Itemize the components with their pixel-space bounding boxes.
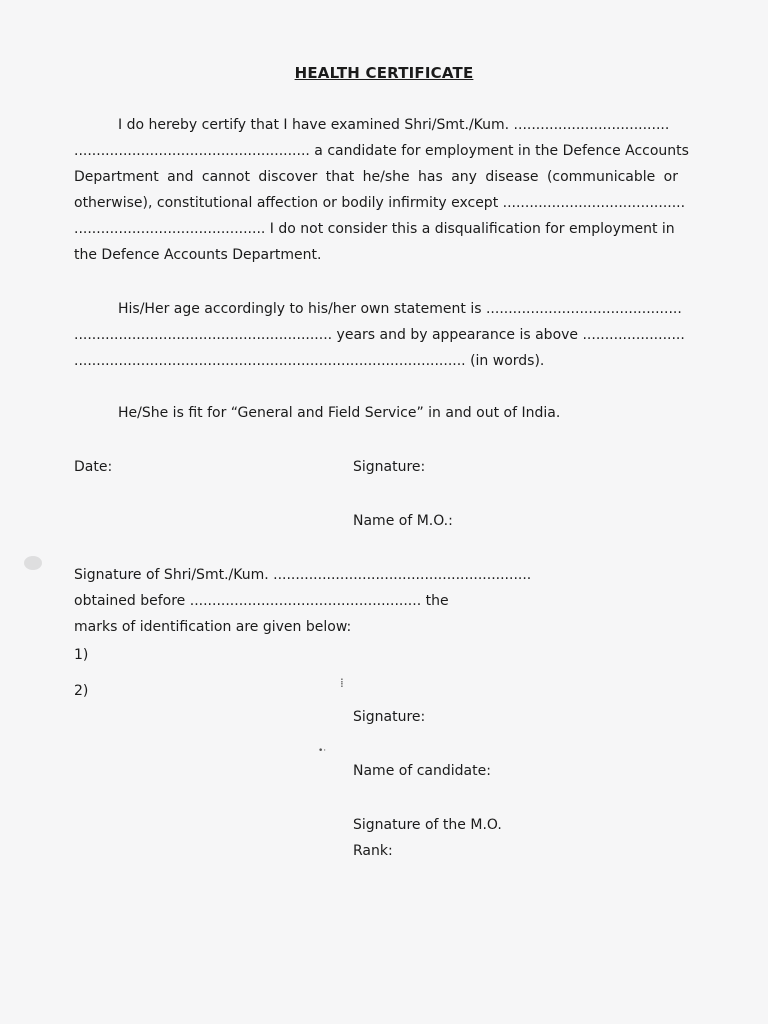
pen-mark: ⁞ [340,676,344,690]
paragraph2-line2: .......................................................... years and by appearance is above ....................... [74,327,685,343]
mo-signature-2-label: Signature of the M.O. [353,817,502,833]
paragraph1-line6: the Defence Accounts Department. [74,247,322,263]
scan-smudge [24,556,42,570]
paragraph1-line1: I do hereby certify that I have examined Shri/Smt./Kum. ................................... [118,117,670,133]
identification-mark-2: 2) [74,683,89,699]
mo-name-label: Name of M.O.: [353,513,453,529]
candidate-name-label: Name of candidate: [353,763,491,779]
date-label: Date: [74,459,113,475]
ink-speck: •· [318,746,327,756]
paragraph1-line3: Department and cannot discover that he/she has any disease (communicable or [74,169,678,185]
paragraph3: He/She is fit for “General and Field Service” in and out of India. [118,405,561,421]
paragraph1-line4: otherwise), constitutional affection or bodily infirmity except ......................................... [74,195,686,211]
identification-marks-label: marks of identification are given below: [74,619,352,635]
obtained-before-line: obtained before .................................................... the [74,593,449,609]
paragraph1-line5: ........................................... I do not consider this a disqualification for employment in [74,221,675,237]
rank-label: Rank: [353,843,393,859]
identification-mark-1: 1) [74,647,89,663]
paragraph2-line3: ........................................................................................ (in words). [74,353,545,369]
mo-signature-label: Signature: [353,459,426,475]
document-title: HEALTH CERTIFICATE [294,64,474,82]
paragraph2-line1: His/Her age accordingly to his/her own statement is ............................................ [118,301,682,317]
paragraph1-line2: ..................................................... a candidate for employment in the Defence Accounts [74,143,689,159]
candidate-signature-line: Signature of Shri/Smt./Kum. .......................................................... [74,567,532,583]
signature-label: Signature: [353,709,426,725]
